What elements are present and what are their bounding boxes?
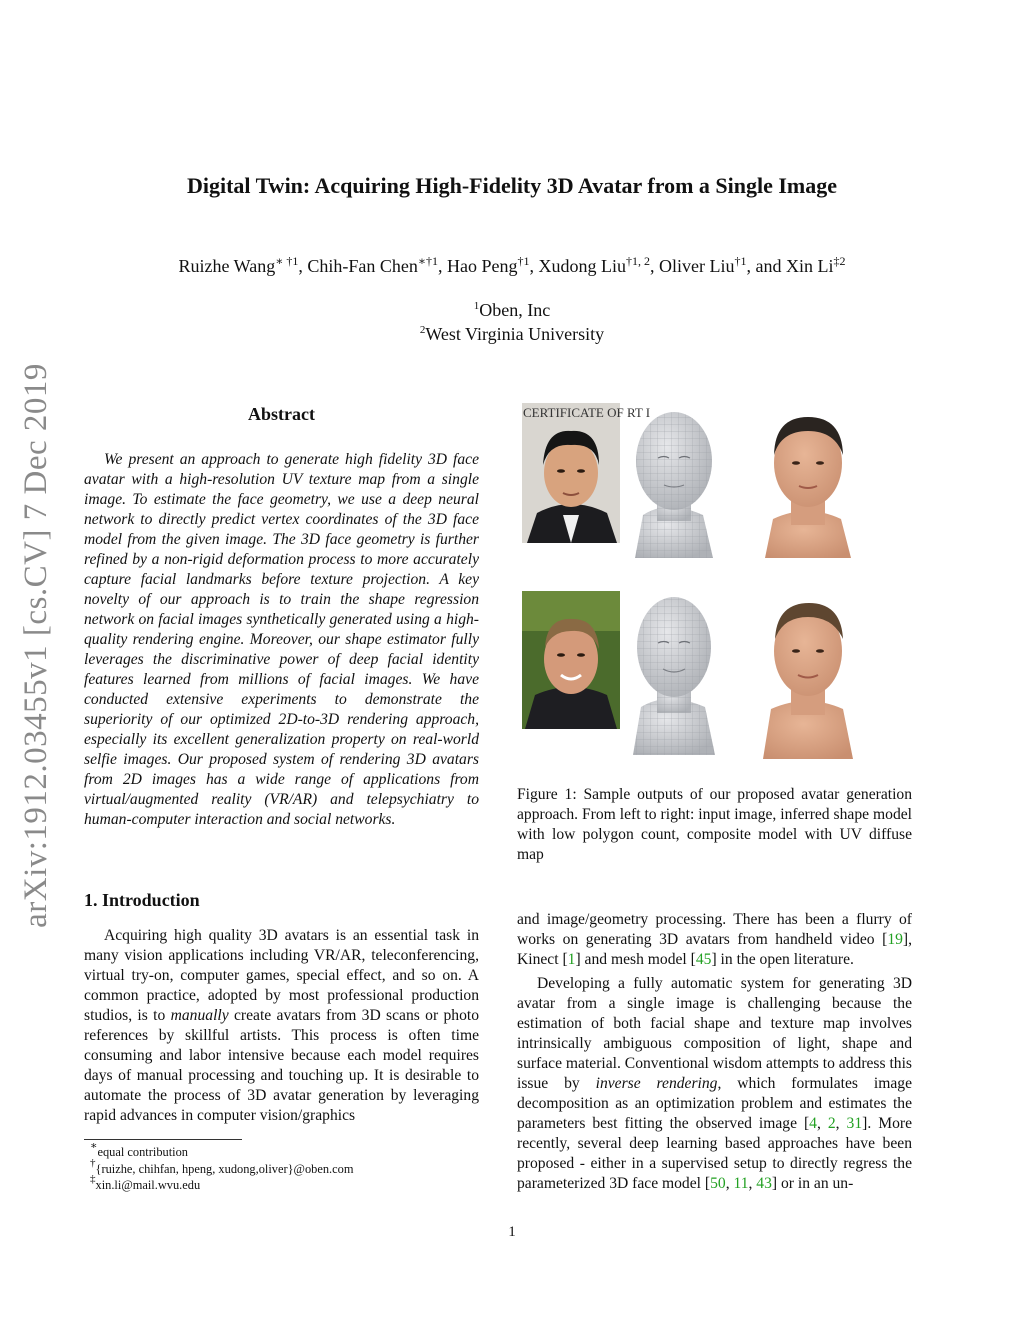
affiliation-marker: 1 xyxy=(473,300,480,312)
affiliations xyxy=(0,298,1024,346)
figure-1 xyxy=(517,403,912,768)
citation-link[interactable]: 43 xyxy=(756,1175,772,1192)
arxiv-stamp xyxy=(14,360,58,930)
photo-sign-text: CERTIFICATE OF RT I xyxy=(523,405,651,420)
author-marker: ∗†1 xyxy=(417,254,439,268)
paragraph xyxy=(517,910,912,970)
citation-link[interactable]: 1 xyxy=(567,951,576,968)
body-text: ] or in an un- xyxy=(771,1175,854,1192)
citation-link[interactable]: 31 xyxy=(846,1115,863,1132)
citation-link[interactable]: 19 xyxy=(887,931,903,948)
body-emphasis: inverse rendering xyxy=(595,1075,718,1092)
footnote-mark: ∗ xyxy=(90,1140,98,1152)
footnote-text: equal contribution xyxy=(97,1145,188,1159)
author-list xyxy=(0,256,1024,277)
affiliation-name: Oben, Inc xyxy=(479,300,551,320)
author-name: Xudong Liu xyxy=(538,256,627,276)
author-separator: , and xyxy=(746,256,786,276)
abstract-text: We present an approach to generate high fidelity 3D face avatar with a high-resolution UV texture map from a single image. To estimate the face geometry, we use a deep neural network to directly predict vertex coordinates of the 3D face model from the given image. The 3D face geometry is further refined by a non-rigid deformation process to more accurately capture facial landmarks before texture projection. A key novelty of our approach is to train the shape regression network on facial images synthetically generated using a high-quality rendering engine. Moreover, our shape estimator fully leverages the discriminative power of deep facial identity features learned from millions of facial images. We have conducted extensive experiments to demonstrate the superiority of our optimized 2D-to-3D rendering approach, especially its excellent generalization property on real-world selfie images. Our proposed system of rendering 3D avatars from 2D images has a wide range of applications from virtual/augmented reality (VR/AR) and telepsychiatry to human-computer interaction and social networks. xyxy=(84,451,479,828)
body-text: Developing a fully automatic system for generating 3D avatar from a single image is challenging because the estimation of both facial shape and texture map involves intrinsically ambiguous composition of light, shape and surface material. Conventional wisdom attempts to address this issue by xyxy=(517,975,912,1092)
footnote-text: xin.li@mail.wvu.edu xyxy=(95,1178,201,1192)
footnote-rule xyxy=(84,1139,242,1140)
author-marker: ∗ †1 xyxy=(275,254,299,268)
body-text: and image/geometry processing. There has been a flurry of works on generating 3D avatars from handheld video [ xyxy=(517,911,912,948)
author-marker: †1, 2 xyxy=(626,254,651,268)
footnote xyxy=(84,1156,479,1178)
author-separator: , xyxy=(438,256,448,276)
citation-separator: , xyxy=(725,1175,734,1192)
paragraph xyxy=(517,974,912,1194)
page-number: 1 xyxy=(508,1224,516,1240)
intro-text: Acquiring high quality 3D avatars is an essential task in many vision applications including VR/AR, teleconferencing, virtual try-on, computer games, special effect, and so on. A common practice, adopted by most professional production studios, is to xyxy=(84,927,479,1024)
citation-separator: , xyxy=(748,1175,757,1192)
footnotes xyxy=(84,1140,479,1194)
footnote xyxy=(84,1173,479,1194)
citation-link[interactable]: 4 xyxy=(809,1115,817,1132)
affiliation-line xyxy=(0,298,1024,322)
citation-link[interactable]: 50 xyxy=(710,1175,726,1192)
author-separator: , xyxy=(298,256,308,276)
author-separator: , xyxy=(650,256,660,276)
author-name: Oliver Liu xyxy=(659,256,735,276)
body-text: ] and mesh model [ xyxy=(575,951,696,968)
affiliation-name: West Virginia University xyxy=(425,324,605,344)
footnote-mark: † xyxy=(90,1156,96,1169)
figure-1-caption: Figure 1: Sample outputs of our proposed avatar generation approach. From left to right: input image, inferred shape model with low polygon count, composite model with UV diffuse map xyxy=(517,786,912,863)
author-name: Chih-Fan Chen xyxy=(307,256,418,276)
affiliation-line xyxy=(0,322,1024,346)
figure-1-graphic xyxy=(517,403,912,768)
author-name: Xin Li xyxy=(786,256,834,276)
citation-link[interactable]: 2 xyxy=(827,1115,836,1132)
body-text: ]. More recently, several deep learning based approaches have been proposed - either in a supervised setup to directly regress the parameterized 3D face model [ xyxy=(517,1115,912,1192)
intro-paragraph xyxy=(84,926,479,1126)
body-text: ], Kinect [ xyxy=(517,931,912,968)
citation-separator: , xyxy=(816,1115,828,1132)
affiliation-marker: 2 xyxy=(419,324,426,336)
right-column-text xyxy=(517,910,912,1198)
citation-link[interactable]: 11 xyxy=(733,1175,749,1192)
author-separator: , xyxy=(529,256,539,276)
author-marker: ‡2 xyxy=(833,254,846,268)
arxiv-stamp-text: arXiv:1912.03455v1 [cs.CV] 7 Dec 2019 xyxy=(17,362,54,928)
section-heading-introduction: 1. Introduction xyxy=(84,890,200,910)
author-marker: †1 xyxy=(517,254,530,268)
citation-separator: , xyxy=(835,1115,847,1132)
footnote-mark: ‡ xyxy=(90,1173,96,1185)
shape-model-1 xyxy=(635,412,713,558)
footnote-text: {ruizhe, chihfan, hpeng, xudong,oliver}@oben.com xyxy=(95,1161,354,1176)
body-text: ] in the open literature. xyxy=(711,951,854,968)
input-photo-1 xyxy=(522,403,650,543)
author-name: Ruizhe Wang xyxy=(178,256,276,276)
composite-model-2 xyxy=(763,603,853,759)
author-name: Hao Peng xyxy=(447,256,518,276)
intro-emphasis: manually xyxy=(170,1007,229,1024)
input-photo-2 xyxy=(522,591,620,729)
author-marker: †1 xyxy=(734,254,747,268)
intro-text: create avatars from 3D scans or photo references by skillful artists. This process is often time consuming and labor intensive because each model requires days of manual processing and touching up. It is desirable to automate the process of 3D avatar generation by leveraging rapid advances in computer vision/graphics xyxy=(84,1007,480,1124)
footnote xyxy=(84,1140,479,1161)
composite-model-1 xyxy=(765,417,851,558)
citation-link[interactable]: 45 xyxy=(695,951,712,968)
body-text: , which formulates image decomposition as an optimization problem and estimates the parameters best fitting the observed image [ xyxy=(517,1075,912,1132)
shape-model-2 xyxy=(633,597,715,755)
abstract-heading: Abstract xyxy=(248,404,315,424)
paper-title: Digital Twin: Acquiring High-Fidelity 3D Avatar from a Single Image xyxy=(186,173,838,198)
